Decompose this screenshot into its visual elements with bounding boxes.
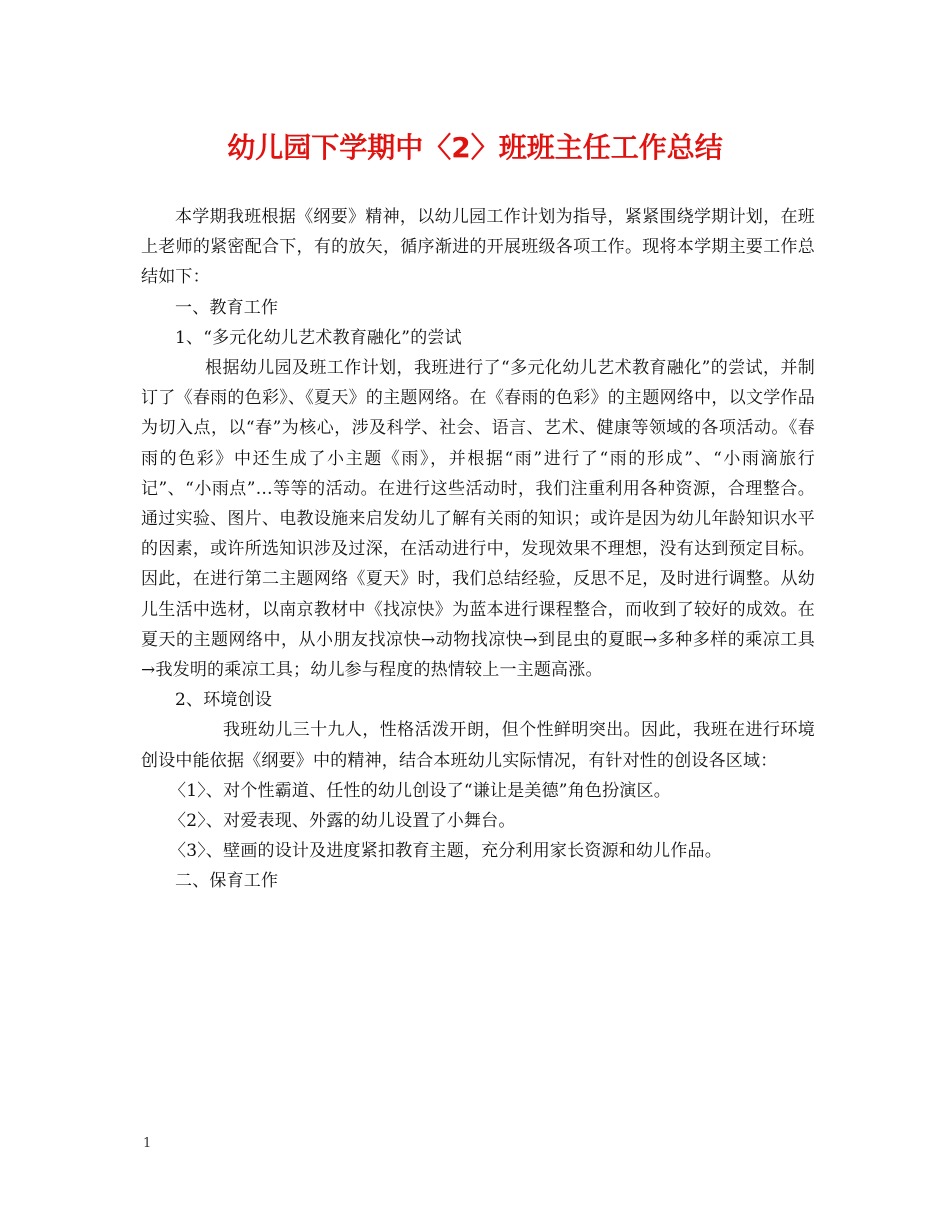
page-number: 1 <box>143 1136 152 1151</box>
list-item: 〈2〉、对爱表现、外露的幼儿设置了小舞台。 <box>169 811 516 832</box>
page-title: 幼儿园下学期中〈2〉班班主任工作总结 <box>227 131 723 164</box>
intro-paragraph: 本学期我班根据《纲要》精神，以幼儿园工作计划为指导，紧紧围绕学期计划，在班上老师的紧密配合下，有的放矢，循序渐进的开展班级各项工作。现将本学期主要工作总结如下： <box>141 207 815 288</box>
environment-paragraph: 我班幼儿三十九人，性格活泼开朗，但个性鲜明突出。因此，我班在进行环境创设中能依据《纲要》中的精神，结合本班幼儿实际情况，有针对性的创设各区域： <box>141 720 815 771</box>
list-item: 〈3〉、壁画的设计及进度紧扣教育主题，充分利用家长资源和幼儿作品。 <box>169 841 722 862</box>
section-heading-care: 二、保育工作 <box>175 871 279 892</box>
art-education-paragraph: 根据幼儿园及班工作计划，我班进行了“多元化幼儿艺术教育融化”的尝试，并制订了《春雨的色彩》、《夏天》的主题网络。在《春雨的色彩》的主题网络中，以文学作品为切入点，以“春”为核心，涉及科学、社会、语言、艺术、健康等领域的各项活动。《春雨的色彩》中还生成了小主题《雨》，并根据“雨”进行了“雨的形成”、“小雨滴旅行记”、“小雨点”…等等的活动。在进行这些活动时，我们注重利用各种资源，合理整合。通过实验、图片、电教设施来启发幼儿了解有关雨的知识；或许是因为幼儿年龄知识水平的因素，或许所选知识涉及过深，在活动进行中，发现效果不理想，没有达到预定目标。因此，在进行第二主题网络《夏天》时，我们总结经验，反思不足，及时进行调整。从幼儿生活中选材，以南京教材中《找凉快》为蓝本进行课程整合，而收到了较好的成效。在夏天的主题网络中，从小朋友找凉快→动物找凉快→到昆虫的夏眠→多种多样的乘凉工具→我发明的乘凉工具；幼儿参与程度的热情较上一主题高涨。 <box>141 358 815 681</box>
list-item: 〈1〉、对个性霸道、任性的幼儿创设了“谦让是美德”角色扮演区。 <box>169 780 671 801</box>
section-heading-education: 一、教育工作 <box>175 297 279 318</box>
subsection-heading-environment: 2、环境创设 <box>175 690 273 711</box>
document-body <box>141 202 815 897</box>
subsection-heading-art-education: 1、“多元化幼儿艺术教育融化”的尝试 <box>175 327 462 348</box>
